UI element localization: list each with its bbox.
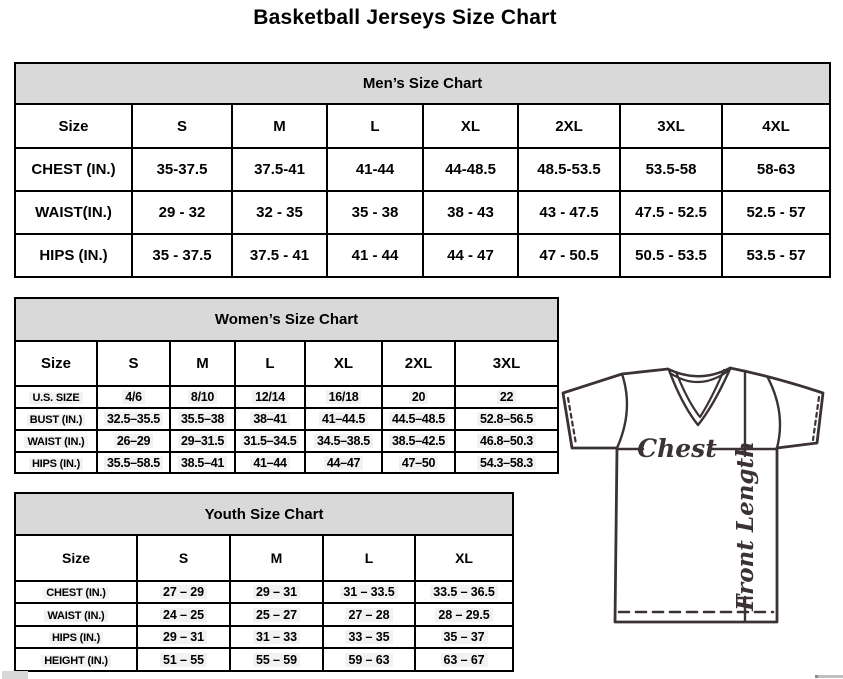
size-value: 31 – 33.5 (340, 585, 397, 599)
size-cell: 37.5-41 (232, 148, 327, 191)
jersey-illustration (553, 360, 843, 660)
table-row (15, 386, 558, 408)
size-value: 28 – 29.5 (435, 608, 492, 622)
size-cell (415, 626, 513, 648)
size-value: 51 – 55 (160, 653, 207, 667)
size-value: 4/6 (122, 390, 144, 404)
size-value: 46.8–50.3 (477, 434, 536, 448)
size-cell (415, 581, 513, 603)
row-label-text: HEIGHT (IN.) (41, 655, 111, 667)
size-cell: 41 - 44 (327, 234, 423, 277)
size-cell: 58-63 (722, 148, 830, 191)
size-cell (305, 452, 382, 473)
size-value: 35.5–58.5 (104, 456, 163, 470)
row-label: WAIST(IN.) (15, 191, 132, 234)
size-cell: 47 - 50.5 (518, 234, 620, 277)
size-cell (323, 626, 415, 648)
youth-size-table (14, 492, 514, 672)
size-value: 16/18 (326, 390, 362, 404)
table-row (15, 581, 513, 603)
row-label-text: HIPS (IN.) (49, 632, 103, 644)
size-cell (137, 626, 230, 648)
size-cell (455, 408, 558, 430)
table-row (15, 148, 830, 191)
table-row (15, 603, 513, 626)
size-cell (235, 408, 305, 430)
column-header: XL (305, 341, 382, 386)
size-cell: 53.5-58 (620, 148, 722, 191)
size-value: 38.5–41 (178, 456, 227, 470)
selection-handle (2, 671, 28, 679)
column-header: M (170, 341, 235, 386)
row-label-text: HIPS (IN.) (29, 458, 83, 470)
column-header: M (230, 535, 323, 581)
row-label (15, 408, 97, 430)
jersey-right-armhole-seam (768, 378, 780, 448)
size-value: 29–31.5 (178, 434, 227, 448)
column-header: S (97, 341, 170, 386)
size-value: 44–47 (324, 456, 363, 470)
size-cell (235, 386, 305, 408)
size-value: 34.5–38.5 (314, 434, 373, 448)
table-row (15, 408, 558, 430)
size-value: 8/10 (188, 390, 217, 404)
row-label-text: WAIST (IN.) (44, 610, 107, 622)
table-row (15, 104, 830, 148)
size-cell: 37.5 - 41 (232, 234, 327, 277)
size-cell (382, 452, 455, 473)
size-value: 12/14 (252, 390, 288, 404)
size-cell: 38 - 43 (423, 191, 518, 234)
size-cell (137, 648, 230, 671)
size-value: 20 (409, 390, 428, 404)
size-cell (382, 386, 455, 408)
column-header: Size (15, 535, 137, 581)
column-header: 4XL (722, 104, 830, 148)
table-row (15, 298, 558, 341)
column-header: Size (15, 104, 132, 148)
table-row (15, 63, 830, 104)
size-cell: 52.5 - 57 (722, 191, 830, 234)
table-row (15, 535, 513, 581)
size-cell: 43 - 47.5 (518, 191, 620, 234)
page-title: Basketball Jerseys Size Chart (253, 6, 557, 29)
size-cell (97, 408, 170, 430)
size-cell (97, 430, 170, 452)
table-row (15, 626, 513, 648)
size-cell (137, 603, 230, 626)
row-label-text: U.S. SIZE (29, 392, 82, 404)
size-cell (230, 603, 323, 626)
front-length-label: Front Length (732, 441, 759, 611)
column-header: 2XL (518, 104, 620, 148)
size-value: 31.5–34.5 (241, 434, 300, 448)
size-cell: 35 - 37.5 (132, 234, 232, 277)
row-label (15, 626, 137, 648)
column-header: 2XL (382, 341, 455, 386)
size-value: 25 – 27 (253, 608, 300, 622)
youth-table-title: Youth Size Chart (15, 493, 513, 535)
row-label (15, 581, 137, 603)
size-cell (137, 581, 230, 603)
column-header: XL (415, 535, 513, 581)
size-cell (455, 386, 558, 408)
size-cell (170, 408, 235, 430)
column-header: L (235, 341, 305, 386)
size-value: 32.5–35.5 (104, 412, 163, 426)
size-cell: 41-44 (327, 148, 423, 191)
size-value: 33 – 35 (345, 630, 392, 644)
size-value: 29 – 31 (253, 585, 300, 599)
womens-size-table (14, 297, 559, 474)
row-label (15, 386, 97, 408)
table-row (15, 341, 558, 386)
size-cell (230, 626, 323, 648)
size-value: 27 – 28 (345, 608, 392, 622)
size-cell (170, 386, 235, 408)
jersey-left-armhole-seam (617, 374, 627, 448)
size-value: 38.5–42.5 (389, 434, 448, 448)
size-cell (97, 452, 170, 473)
size-cell (235, 452, 305, 473)
size-value: 41–44.5 (319, 412, 368, 426)
row-label: HIPS (IN.) (15, 234, 132, 277)
size-cell (415, 603, 513, 626)
mens-size-table (14, 62, 831, 278)
size-value: 35.5–38 (178, 412, 227, 426)
size-cell (230, 648, 323, 671)
size-cell: 44 - 47 (423, 234, 518, 277)
size-value: 31 – 33 (253, 630, 300, 644)
size-value: 27 – 29 (160, 585, 207, 599)
size-cell: 53.5 - 57 (722, 234, 830, 277)
size-cell (97, 386, 170, 408)
size-value: 24 – 25 (160, 608, 207, 622)
size-cell (323, 648, 415, 671)
size-value: 26–29 (114, 434, 153, 448)
size-cell: 29 - 32 (132, 191, 232, 234)
size-cell: 44-48.5 (423, 148, 518, 191)
row-label-text: WAIST (IN.) (24, 436, 87, 448)
column-header: 3XL (620, 104, 722, 148)
size-cell: 48.5-53.5 (518, 148, 620, 191)
size-value: 54.3–58.3 (477, 456, 536, 470)
table-row (15, 648, 513, 671)
row-label (15, 648, 137, 671)
size-cell (305, 430, 382, 452)
size-cell (323, 581, 415, 603)
table-row (15, 234, 830, 277)
jersey-diagram (553, 360, 843, 660)
column-header: Size (15, 341, 97, 386)
table-row (15, 430, 558, 452)
size-cell (305, 386, 382, 408)
size-cell (415, 648, 513, 671)
size-value: 52.8–56.5 (477, 412, 536, 426)
size-cell (305, 408, 382, 430)
size-cell (382, 408, 455, 430)
size-value: 55 – 59 (253, 653, 300, 667)
column-header: S (132, 104, 232, 148)
row-label-text: CHEST (IN.) (43, 587, 109, 599)
size-value: 63 – 67 (441, 653, 488, 667)
size-value: 22 (497, 390, 516, 404)
mens-table-title: Men’s Size Chart (15, 63, 830, 104)
column-header: L (327, 104, 423, 148)
row-label (15, 430, 97, 452)
selection-handle (815, 675, 843, 678)
column-header: XL (423, 104, 518, 148)
womens-table-title: Women’s Size Chart (15, 298, 558, 341)
size-value: 41–44 (250, 456, 289, 470)
size-value: 38–41 (250, 412, 289, 426)
size-cell (235, 430, 305, 452)
row-label (15, 452, 97, 473)
size-cell (455, 452, 558, 473)
size-cell: 50.5 - 53.5 (620, 234, 722, 277)
row-label: CHEST (IN.) (15, 148, 132, 191)
size-cell: 35-37.5 (132, 148, 232, 191)
size-cell (170, 452, 235, 473)
size-value: 29 – 31 (160, 630, 207, 644)
size-cell (170, 430, 235, 452)
size-cell (382, 430, 455, 452)
table-row (15, 493, 513, 535)
column-header: M (232, 104, 327, 148)
size-cell: 47.5 - 52.5 (620, 191, 722, 234)
size-value: 59 – 63 (345, 653, 392, 667)
column-header: S (137, 535, 230, 581)
column-header: 3XL (455, 341, 558, 386)
size-cell: 32 - 35 (232, 191, 327, 234)
size-value: 33.5 – 36.5 (430, 585, 497, 599)
size-cell (455, 430, 558, 452)
size-value: 35 – 37 (441, 630, 488, 644)
chest-label: Chest (637, 434, 717, 463)
table-row (15, 452, 558, 473)
table-row (15, 191, 830, 234)
row-label-text: BUST (IN.) (27, 414, 85, 426)
size-cell (323, 603, 415, 626)
row-label (15, 603, 137, 626)
column-header: L (323, 535, 415, 581)
size-cell: 35 - 38 (327, 191, 423, 234)
size-value: 47–50 (399, 456, 438, 470)
size-value: 44.5–48.5 (389, 412, 448, 426)
size-cell (230, 581, 323, 603)
